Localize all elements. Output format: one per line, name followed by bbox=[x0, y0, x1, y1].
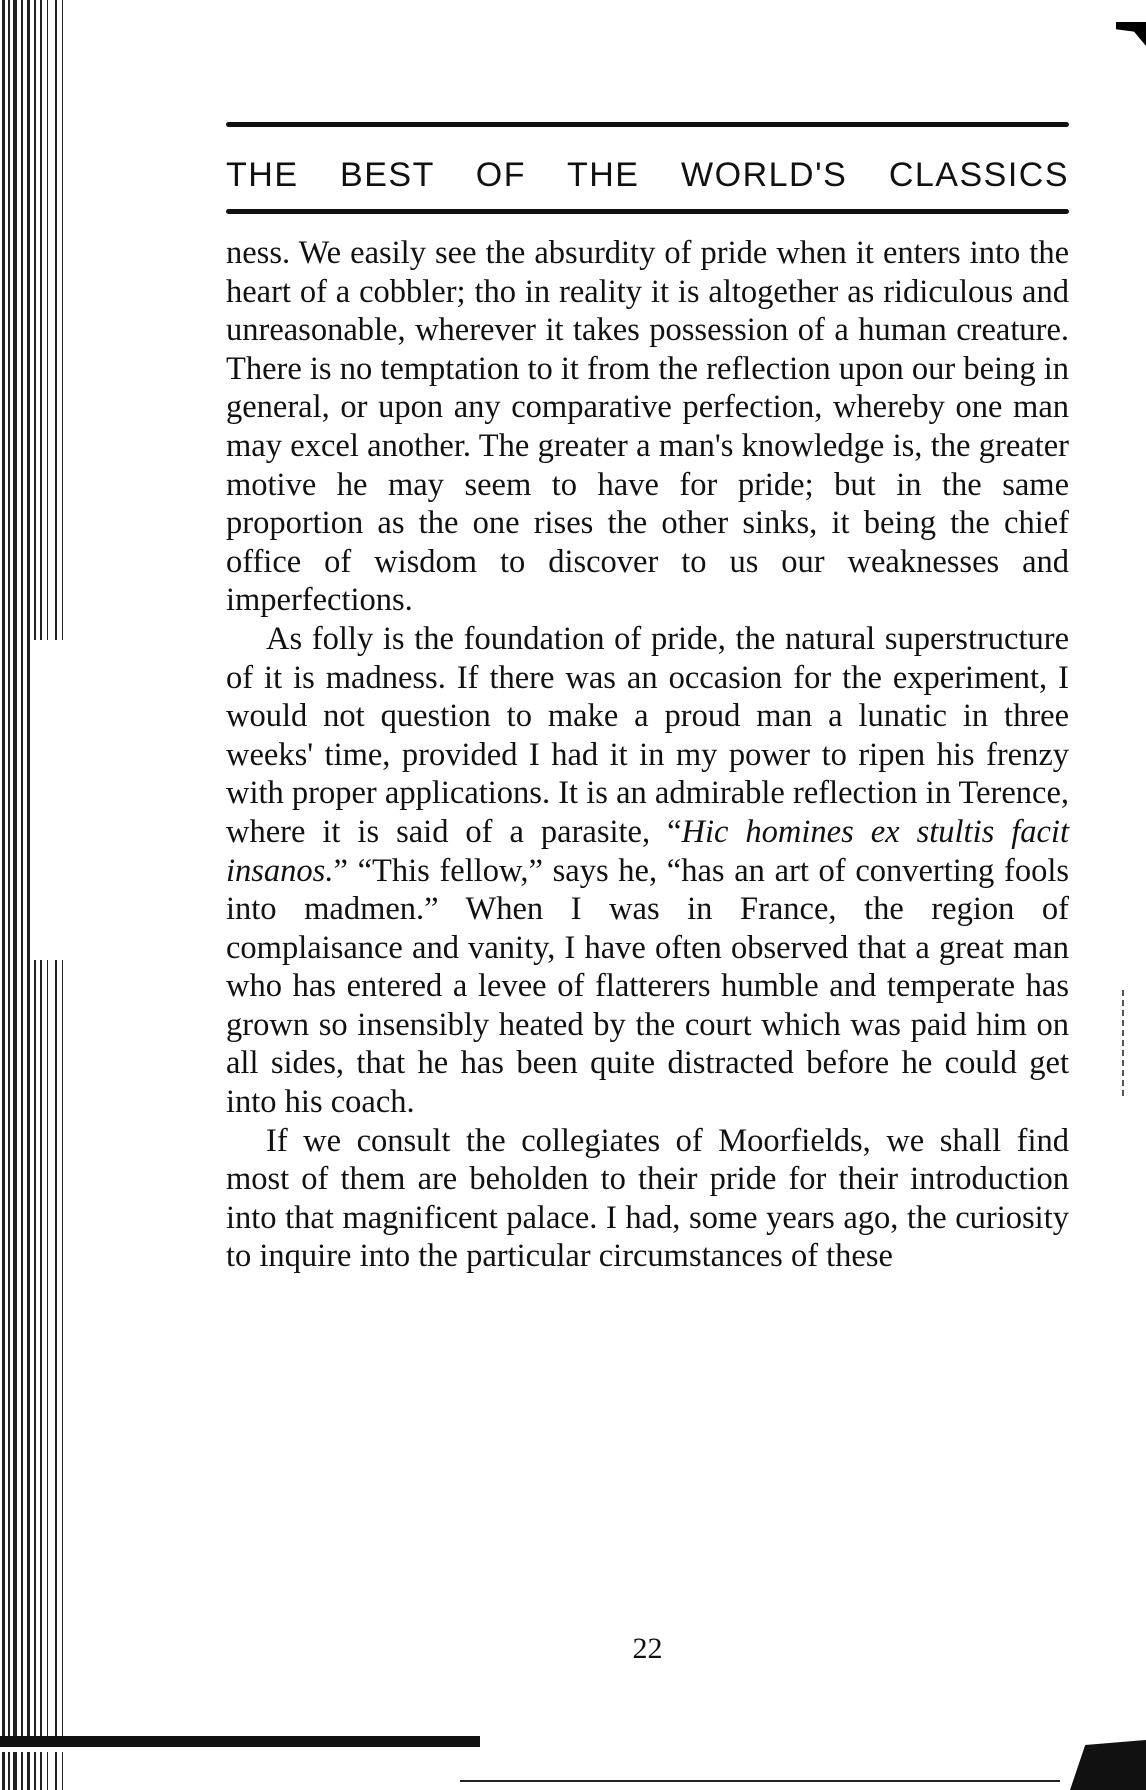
bottom-binding-rule bbox=[0, 1736, 480, 1752]
scan-speck bbox=[1122, 990, 1124, 1100]
header-rule-bottom bbox=[226, 209, 1069, 214]
paragraph-folly bbox=[226, 620, 1069, 1122]
latin-quotation: Hic homines ex stultis facit insanos. bbox=[226, 813, 1069, 889]
scan-binding-edge bbox=[0, 0, 80, 1790]
book-page bbox=[226, 122, 1069, 1665]
paragraph-continuation: ness. We easily see the absurdity of pride when it enters into the heart of a cobbler; tho in reality it is altogether as ridiculous and unreasonable, wherever it takes possession of a human creature. There is no temptation to it from the reflection upon our being in general, or upon any comparative perfection, whereby one man may excel another. The greater a man's knowledge is, the greater motive he may seem to have for pride; but in the same proportion as the one rises the other sinks, it being the chief office of wisdom to discover to us our weaknesses and imperfections. bbox=[226, 235, 1069, 619]
body-text bbox=[226, 234, 1069, 1276]
page-number: 22 bbox=[632, 1632, 663, 1665]
paragraph-folly-part2: ” “This fellow,” says he, “has an art of converting fools into madmen.” When I was in France, the region of complaisance and vanity, I have often observed that a great man who has entered a levee of flatterers humble and temperate has grown so insensibly heated by the court which was paid him on all sides, that he has been quite distracted before he could get into his coach. bbox=[226, 852, 1069, 1121]
bottom-corner-mark bbox=[1070, 1740, 1146, 1790]
corner-mark bbox=[1116, 22, 1146, 46]
paragraph-folly-part1: As folly is the foundation of pride, the natural superstructure of it is madness. If there was an occasion for the experiment, I would not question to make a proud man a lunatic in three weeks' time, provided I had it in my power to ripen his frenzy with proper applications. It is an admirable reflection in Terence, where it is said of a parasite, “ bbox=[226, 620, 1069, 850]
bottom-thin-rule bbox=[460, 1780, 1060, 1782]
header-rule-top bbox=[226, 122, 1069, 127]
paragraph-moorfields: If we consult the collegiates of Moorfields, we shall find most of them are beholden to their pride for their introduction into that magnificent palace. I had, some years ago, the curiosity to inquire into the particular circumstances of these bbox=[226, 1122, 1069, 1275]
running-head: THE BEST OF THE WORLD'S CLASSICS bbox=[226, 156, 1069, 194]
